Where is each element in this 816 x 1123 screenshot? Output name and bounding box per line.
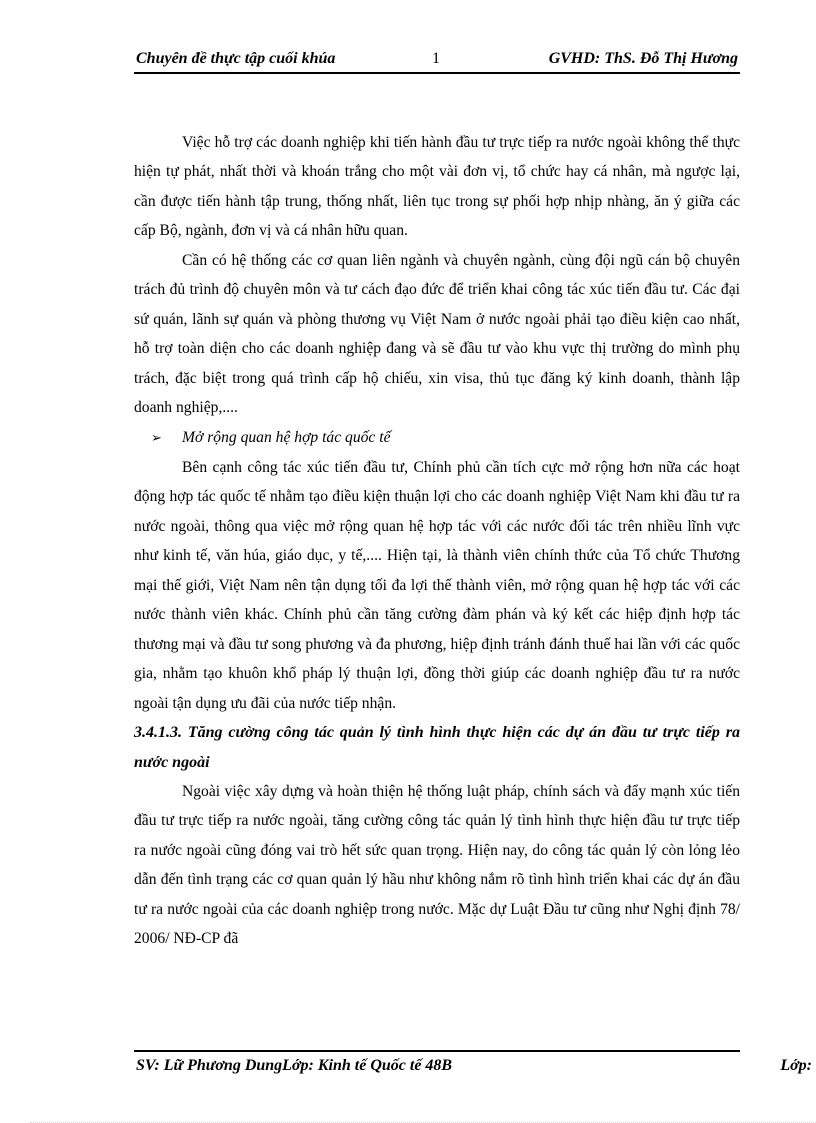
section-heading: 3.4.1.3. Tăng cường công tác quản lý tình hình thực hiện các dự án đầu tư trực tiếp ra nước ngoài [134,724,740,771]
paragraph-support-enterprises: Việc hỗ trợ các doanh nghiệp khi tiến hành đầu tư trực tiếp ra nước ngoài không thể thực hiện tự phát, nhất thời và khoán trắng cho một vài đơn vị, tổ chức hay cá nhân, mà ngược lại, cần được tiến hành tập trung, thống nhất, liên tục trong sự phối hợp nhịp nhàng, ăn ý giữa các cấp Bộ, ngành, đơn vị và cá nhân hữu quan. [134,134,740,240]
bullet-item [134,423,740,453]
page-footer [134,1057,816,1081]
footer-divider [134,1050,740,1052]
header-page-number: 1 [432,50,440,67]
arrow-bullet-icon: ➢ [151,430,162,446]
document-body [134,128,740,954]
footer-class: Lớp: [780,1057,812,1074]
header-document-title: Chuyên đề thực tập cuối khúa [136,50,336,67]
paragraph-management: Ngoài việc xây dựng và hoàn thiện hệ thống luật pháp, chính sách và đẩy mạnh xúc tiến đầu tư trực tiếp ra nước ngoài, tăng cường công tác quản lý tình hình thực hiện đầu tư trực tiếp ra nước ngoài cũng đóng vai trò hết sức quan trọng. Hiện nay, do công tác quản lý còn lỏng lẻo dẫn đến tình trạng các cơ quan quản lý hầu như không nắm rõ tình hình triển khai các dự án đầu tư ra nước ngoài của các doanh nghiệp trong nước. Mặc dự Luật Đầu tư cũng như Nghị định 78/ 2006/ NĐ-CP đã [134,782,740,948]
paragraph-agencies-system: Cần có hệ thống các cơ quan liên ngành và chuyên ngành, cùng đội ngũ cán bộ chuyên trách đủ trình độ chuyên môn và tư cách đạo đức để triển khai công tác xúc tiến đầu tư. Các đại sứ quán, lãnh sự quán và phòng thương vụ Việt Nam ở nước ngoài phải tạo điều kiện cao nhất, hỗ trợ toàn diện cho các doanh nghiệp đang và sẽ đầu tư vào khu vực thị trường do mình phụ trách, đặc biệt trong quá trình cấp hộ chiếu, xin visa, thủ tục đăng ký kinh doanh, thành lập doanh nghiệp,.... [134,251,740,417]
header-supervisor: GVHD: ThS. Đỗ Thị Hương [548,50,738,67]
footer-student: SV: Lữ Phương DungLớp: Kinh tế Quốc tế 48B [136,1057,453,1074]
page-header [134,46,740,74]
paragraph-international-cooperation: Bên cạnh công tác xúc tiến đầu tư, Chính phủ cần tích cực mở rộng hơn nữa các hoạt động hợp tác quốc tế nhằm tạo điều kiện thuận lợi cho các doanh nghiệp Việt Nam khi đầu tư ra nước ngoài, thông qua việc mở rộng quan hệ hợp tác với các nước đối tác trên nhiều lĩnh vực như kinh tế, văn húa, giáo dục, y tế,.... Hiện tại, là thành viên chính thức của Tổ chức Thương mại thế giới, Việt Nam nên tận dụng tối đa lợi thế thành viên, mở rộng quan hệ hợp tác với các nước thành viên khác. Chính phủ cần tăng cường đàm phán và ký kết các hiệp định hợp tác thương mại và đầu tư song phương và đa phương, hiệp định tránh đánh thuế hai lần với các quốc gia, nhằm tạo khuôn khổ pháp lý thuận lợi, đồng thời giúp các doanh nghiệp đầu tư ra nước ngoài tận dụng ưu đãi của nước tiếp nhận. [134,458,740,712]
bullet-label: Mở rộng quan hệ hợp tác quốc tế [182,428,391,446]
